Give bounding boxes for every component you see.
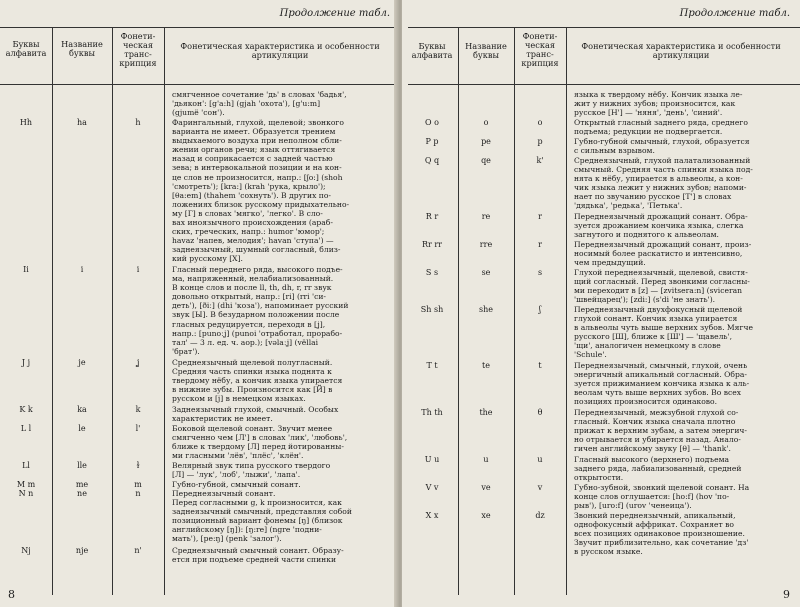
letter-cell: V v (425, 483, 439, 492)
letter-cell: Ll (22, 461, 30, 470)
transcription-cell: i (136, 265, 140, 274)
letter-cell: K k (19, 405, 33, 414)
header-top-rule (0, 27, 398, 28)
transcription-cell: v (537, 483, 543, 492)
letter-cell: N n (18, 489, 34, 498)
letter-cell: S s (425, 268, 439, 277)
description-cell: Велярный звук типа русского твердого [Л] — 'лук', 'лоб', 'лыжи', 'лапа'. (172, 461, 331, 480)
description-cell: Среднеязычный, глухой палатализованный смычный. Средняя часть спинки языка под- нята к нёбу, упирается в альвеолы, а кон- чик языка лежит у нижних зубов; напоми- нает по звучанию русское [Т'] в словах 'дядька', 'редька', 'Петька'. (574, 156, 753, 211)
letter-cell: X x (425, 511, 439, 520)
letter-cell: M m (16, 480, 36, 489)
intro-text: смягченное сочетание 'дь' в словах 'бадья', 'дьякон': [g'a:h] (gjah 'охота'), [g'u:m] (gjumë 'сон'). (172, 90, 347, 118)
description-cell: Фарингальный, глухой, щелевой; звонкого варианта не имеет. Образуется трением выдыхаемого воздуха при неполном сбли- жении органов речи; язык оттягивается назад и соприкасается с задней частью зева; в интервокальной позиции и на кон- це слов не произносится, напр.: [ʃo:] (shoh 'смотреть'); [kra:] (krah 'рука, крыло'); [θa:em] (thahem 'сохнуть'). В других по- ложениях близок русскому придыхательно- му [Г] в словах 'мягко', 'легко'. В сло- вах иноязычного происхождения (араб- ских, греческих, напр.: humor 'юмор'; havaz 'напев, мелодия'; havan 'ступа') — заднеязычный, шумный согласный, близ- кий русскому [Х]. (172, 118, 350, 264)
letter-cell: J j (21, 358, 31, 367)
name-cell: o (483, 118, 489, 127)
name-cell: ne (77, 489, 87, 498)
column-divider (164, 27, 165, 595)
description-cell: Переднеязычный, межзубной глухой со- гласный. Кончик языка сначала плотно прижат к верхним зубам, а затем энергич- но отрывается и убирается назад. Анало- гичен английскому звуку [θ] — 'thank'. (574, 408, 747, 454)
name-cell: she (479, 305, 493, 314)
transcription-cell: n (135, 489, 141, 498)
description-cell: Переднеязычный дрожащий сонант, произ- носимый более раскатисто и интенсивно, чем предыдущий. (574, 240, 752, 268)
description-cell: Переднеязычный дрожащий сонант. Обра- зуется дрожанием кончика языка, слегка загнутого и поднятого к альвеолам. (574, 212, 748, 240)
transcription-cell: r (538, 240, 542, 249)
name-cell: i (80, 265, 84, 274)
description-cell: Открытый гласный заднего ряда, среднего подъема; редукции не подвергается. (574, 118, 748, 137)
name-cell: le (78, 424, 86, 433)
page-number: 8 (8, 588, 15, 601)
name-cell: ha (77, 118, 87, 127)
column-divider (52, 27, 53, 595)
name-cell: se (481, 268, 491, 277)
letter-cell: Ii (23, 265, 29, 274)
name-cell: ka (77, 405, 87, 414)
transcription-cell: dz (535, 511, 545, 520)
description-cell: Губно-губной смычный, глухой, образуется с сильным взрывом. (574, 137, 750, 156)
letter-cell: Rr rr (421, 240, 443, 249)
name-cell: me (75, 480, 89, 489)
letter-cell: T t (426, 361, 438, 370)
header-transcription: Фонети-ческая транс-крипция (521, 31, 559, 68)
continuation-label: Продолжение табл. (279, 8, 390, 19)
transcription-cell: ɫ (136, 461, 140, 470)
page-number: 9 (783, 588, 790, 601)
description-cell: Переднеязычный, смычный, глухой, очень энергичный апикальный согласный. Обра- зуется прижиманием кончика языка к аль- веолам чуть выше верхних зубов. Во всех позициях произносится одинаково. (574, 361, 750, 407)
description-cell: Среднеязычный щелевой полугласный. Средняя часть спинки языка поднята к твердому нёбу, а кончик языка упирается в нижние зубы. Произносится как [Й] в русском и [j] в немецком языках. (172, 358, 343, 404)
description-cell: Глухой переднеязычный, щелевой, свистя- щий согласный. Перед звонкими согласны- ми переходит в [z] — [zvitsera:n] (sviceran 'швейцарец'); [zdi:] (s'di 'не знать'). (574, 268, 750, 305)
transcription-cell: l' (135, 424, 141, 433)
column-divider (112, 27, 113, 595)
name-cell: nje (75, 546, 89, 555)
description-cell: Гласный высокого (верхнего) подъема заднего ряда, лабиализованный, средней открытости. (574, 455, 742, 483)
letter-cell: Nj (21, 546, 31, 555)
header-top-rule (408, 27, 800, 28)
name-cell: re (481, 212, 491, 221)
transcription-cell: o (537, 118, 543, 127)
name-cell: u (483, 455, 489, 464)
header-name: Название буквы (465, 41, 507, 60)
transcription-cell: t (538, 361, 542, 370)
header-bottom-rule (0, 84, 398, 85)
name-cell: rre (479, 240, 493, 249)
description-cell: Губно-губной, смычный сонант. (172, 480, 301, 489)
transcription-cell: h (135, 118, 141, 127)
name-cell: the (479, 408, 493, 417)
intro-text: языка к твердому нёбу. Кончик языка ле- жит у нижних зубов; произносится, как русское [Н'] — 'няня', 'день', 'синий'. (574, 90, 743, 118)
column-divider (458, 27, 459, 595)
name-cell: ve (481, 483, 491, 492)
description-cell: Губно-зубной, звонкий щелевой сонант. На конце слов оглушается: [ho:f] (hov 'по- рыв'), [uro:f] (urov 'ченеица'). (574, 483, 750, 511)
header-transcription: Фонети-ческая транс-крипция (119, 31, 157, 68)
column-divider (514, 27, 515, 595)
transcription-cell: ʝ (136, 358, 140, 367)
description-cell: Звонкий переднеязычный, апикальный, однофокусный аффрикат. Сохраняет во всех позициях одинаковое произношение. Звучит приблизительно, как сочетание 'дз' в русском языке. (574, 511, 749, 557)
transcription-cell: ʃ (538, 305, 542, 314)
letter-cell: Sh sh (420, 305, 444, 314)
transcription-cell: m (134, 480, 142, 489)
letter-cell: Hh (19, 118, 33, 127)
name-cell: xe (481, 511, 491, 520)
transcription-cell: u (537, 455, 543, 464)
transcription-cell: k (135, 405, 141, 414)
continuation-label: Продолжение табл. (679, 8, 790, 19)
description-cell: Гласный переднего ряда, высокого подъе- ма, напряженный, нелабиализованный. В конце слов и после ll, th, dh, r, rr звук довольно открытый, напр.: [ri] (rri 'си- деть'), [ðiː] (dhi 'коза'), напоминает русский звук [Ы]. В безударном положении после гласных редуцируется, переходя в [ʝ], напр.: [punoːʝ] (punoi 'отработал, прорабо- тал' — 3 л. ед. ч. аор.); [vəlaːʝ] (vëllai 'брат'). (172, 265, 349, 356)
name-cell: te (482, 361, 490, 370)
name-cell: lle (77, 461, 87, 470)
header-name: Название буквы (61, 39, 103, 58)
letter-cell: P p (425, 137, 439, 146)
letter-cell: Th th (421, 408, 443, 417)
transcription-cell: θ (537, 408, 543, 417)
description-cell: Заднеязычный глухой, смычный. Особых характеристик не имеет. (172, 405, 339, 424)
description-cell: Среднеязычный смычный сонант. Образу- ется при подъеме средней части спинки (172, 546, 344, 565)
letter-cell: L l (20, 424, 32, 433)
description-cell: Боковой щелевой сонант. Звучит менее смягченно чем [Л'] в словах 'лик', 'любовь', ближе к твердому [Л] перед йотированны- ми гласными 'лёв', 'плёс', 'клён'. (172, 424, 348, 461)
left-page (0, 0, 398, 607)
header-letters: Буквы алфавита (411, 41, 453, 60)
name-cell: qe (481, 156, 491, 165)
header-letters: Буквы алфавита (5, 39, 47, 58)
header-bottom-rule (408, 84, 800, 85)
letter-cell: Q q (424, 156, 440, 165)
description-cell: Переднеязычный двухфокусный щелевой глухой сонант. Кончик языка упирается в альвеолы чуть выше верхних зубов. Мягче русского [Ш], ближе к [Ш'] — 'щавель', 'щи', аналогичен немецкому в слове 'Schule'. (574, 305, 753, 360)
transcription-cell: s (537, 268, 543, 277)
description-cell: Переднеязычный сонант. Перед согласными g, k произносится, как заднеязычный смычный, представляя собой позиционный вариант фонемы [ŋ] (близок английскому [ŋ]): [ŋ:re] (ngre 'подни- мать'), [pe:ŋ] (penk 'залог'). (172, 489, 352, 544)
transcription-cell: p (537, 137, 543, 146)
transcription-cell: n' (134, 546, 142, 555)
transcription-cell: r (538, 212, 542, 221)
right-page (402, 0, 800, 607)
name-cell: pe (481, 137, 491, 146)
name-cell: je (78, 358, 86, 367)
column-divider (566, 27, 567, 595)
letter-cell: O o (425, 118, 439, 127)
header-characteristic: Фонетическая характеристика и особенности артикуляции (180, 41, 380, 60)
header-characteristic: Фонетическая характеристика и особенности артикуляции (581, 41, 781, 60)
letter-cell: R r (425, 212, 439, 221)
letter-cell: U u (424, 455, 440, 464)
transcription-cell: k' (536, 156, 544, 165)
